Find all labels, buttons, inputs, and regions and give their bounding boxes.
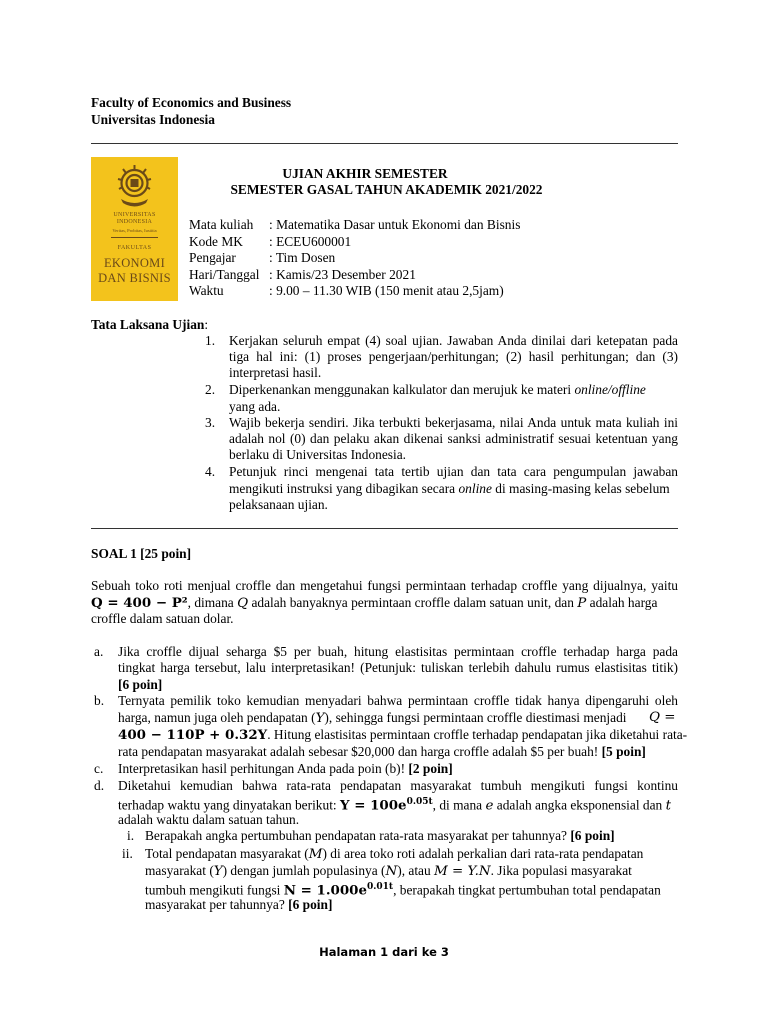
rule-1-line2: tiga hal ini: (1) proses pengerjaan/perhitungan; (2) hasil perhitungan; dan (3) — [229, 349, 678, 364]
item-d-line3: adalah waktu dalam satuan tahun. — [118, 812, 300, 827]
subitem-ii-line1 — [145, 845, 643, 863]
rule-3-line2: adalah nol (0) dan pelaku akan dikenai sanksi administratif sesuai ketentuan yang — [229, 431, 678, 446]
logo-univ-line1: UNIVERSITAS — [113, 212, 156, 218]
meta-key: Waktu — [189, 283, 224, 298]
rule-4-line2 — [229, 480, 670, 497]
item-b-text: ), sehingga fungsi permintaan croffle diestimasi menjadi — [324, 710, 627, 725]
subitem-ii-text: ) dengan jumlah populasinya ( — [222, 863, 386, 878]
subitem-i-points: [6 poin] — [570, 828, 615, 843]
item-b-points: [5 poin] — [601, 744, 646, 759]
item-a-line2: tingkat harga tersebut, lalu interpretasikan! (Petunjuk: tuliskan terlebih dahulu rumus elastisitas titik) — [118, 660, 678, 675]
intro-text: adalah banyaknya permintaan croffle dalam satuan unit, dan — [248, 595, 578, 610]
logo-univ-line2: INDONESIA — [116, 219, 153, 225]
subitem-ii-points: [6 poin] — [288, 897, 333, 912]
logo-name-line1: EKONOMI — [103, 256, 166, 270]
question-heading: SOAL 1 [25 poin] — [91, 546, 192, 561]
population-equation: N = 1.000e — [283, 882, 367, 899]
var-e: e — [485, 798, 494, 814]
item-a-points: [6 poin] — [118, 677, 163, 692]
faculty-name: Faculty of Economics and Business — [91, 95, 292, 110]
item-b-text: rata pendapatan masyarakat adalah sebesar $20,000 dan harga croffle adalah $5 per buah! — [118, 744, 602, 759]
header-divider — [91, 143, 678, 144]
rule-number: 4. — [205, 464, 216, 479]
logo-motto: Veritas, Probitas, Iustitia — [112, 228, 157, 233]
rule-number: 1. — [205, 333, 216, 348]
logo-name-line2: DAN BISNIS — [98, 271, 171, 285]
subitem-ii-text: Total pendapatan masyarakat ( — [145, 846, 309, 861]
item-c-line — [118, 760, 453, 777]
item-d-text: , di mana — [432, 797, 486, 813]
item-d-text: adalah angka eksponensial dan — [493, 797, 666, 813]
item-b-eq1: Q = — [649, 710, 676, 725]
meta-value: : Kamis/23 Desember 2021 — [269, 267, 416, 282]
item-label: c. — [94, 761, 104, 776]
meta-key: Mata kuliah — [189, 217, 254, 232]
population-exponent: 0.01t — [366, 882, 394, 892]
logo-divider — [111, 237, 158, 238]
item-b-text: . Hitung elastisitas permintaan croffle terhadap pendapatan jika diketahui rata- — [267, 727, 688, 742]
exam-title: UJIAN AKHIR SEMESTER — [282, 166, 448, 181]
rule-2-text: Diperkenankan menggunakan kalkulator dan merujuk ke materi — [229, 382, 575, 397]
var-n: N — [385, 864, 398, 879]
faculty-logo — [91, 157, 178, 301]
rule-number: 3. — [205, 415, 216, 430]
rule-2-online: online/offline — [574, 382, 646, 397]
logo-bottom-chevron — [91, 288, 178, 302]
rule-2-line1 — [229, 381, 646, 398]
item-label: d. — [94, 778, 105, 793]
item-label: a. — [94, 644, 104, 659]
item-c-text: Interpretasikan hasil perhitungan Anda pada poin (b)! — [118, 761, 409, 776]
rule-4-text2: di masing-masing kelas sebelum — [491, 481, 670, 496]
subitem-ii-text: masyarakat per tahunnya? — [145, 897, 289, 912]
var-m: M — [308, 847, 323, 862]
intro-line3: croffle dalam satuan dolar. — [91, 611, 234, 626]
item-d-text: terhadap waktu yang dinyatakan berikut: — [118, 797, 340, 813]
meta-key: Pengajar — [189, 250, 236, 265]
rules-heading — [91, 316, 208, 333]
subitem-i-line — [145, 827, 615, 844]
total-income-equation: M = Y.N — [434, 864, 491, 879]
item-b-line2 — [118, 709, 627, 727]
item-b-line4 — [118, 743, 646, 760]
var-p: P — [577, 596, 587, 611]
exam-subtitle: SEMESTER GASAL TAHUN AKADEMIK 2021/2022 — [230, 182, 543, 197]
rule-4-text: mengikuti instruksi yang dibagikan secara — [229, 481, 459, 496]
item-a-line1: Jika croffle dijual seharga $5 per buah, hitung elastisitas permintaan croffle terhadap harga pada — [118, 644, 678, 659]
intro-text: adalah harga — [586, 595, 658, 610]
subitem-label: i. — [127, 828, 135, 843]
subitem-i-text: Berapakah angka pertumbuhan pendapatan rata-rata masyarakat per tahunnya? — [145, 828, 571, 843]
subitem-ii-line2 — [145, 862, 632, 880]
item-b-text: harga, namun juga oleh pendapatan ( — [118, 710, 316, 725]
growth-exponent: 0.05t — [406, 797, 433, 807]
rule-3-line3: berlaku di Universitas Indonesia. — [229, 447, 407, 462]
rules-heading-text: Tata Laksana Ujian — [91, 317, 205, 332]
subitem-ii-text: ), atau — [397, 863, 435, 878]
subitem-ii-text: . Jika populasi masyarakat — [490, 863, 632, 878]
rule-4-online: online — [458, 481, 492, 496]
meta-value: : Matematika Dasar untuk Ekonomi dan Bisnis — [269, 217, 521, 232]
item-c-points: [2 poin] — [408, 761, 453, 776]
var-y: Y — [213, 864, 223, 879]
rule-number: 2. — [205, 382, 216, 397]
rule-1-line1: Kerjakan seluruh empat (4) soal ujian. Jawaban Anda dinilai dari ketepatan pada — [229, 333, 678, 348]
meta-value: : Tim Dosen — [269, 250, 336, 265]
rule-3-line1: Wajib bekerja sendiri. Jika terbukti bekerjasama, nilai Anda untuk mata kuliah ini — [229, 415, 678, 430]
meta-key: Hari/Tanggal — [189, 267, 260, 282]
subitem-ii-text: ) di area toko roti adalah perkalian dari rata-rata pendapatan — [322, 846, 644, 861]
income-demand-equation: 400 − 110P + 0.32Y — [118, 727, 268, 743]
growth-equation: Y = 100e — [340, 797, 407, 814]
page-number: Halaman 1 dari ke 3 — [319, 945, 449, 959]
subitem-ii-text: , berapakah tingkat pertumbuhan total pendapatan — [393, 882, 661, 898]
var-y: Y — [315, 711, 325, 726]
item-d-line1: Diketahui kemudian bahwa rata-rata pendapatan masyarakat tumbuh mengikuti fungsi kontinu — [118, 778, 678, 793]
item-b-line3 — [118, 726, 687, 744]
rule-1-line3: interpretasi hasil. — [229, 365, 322, 380]
logo-fakultas: FAKULTAS — [117, 245, 152, 251]
intro-text: , dimana — [187, 595, 238, 610]
rule-2-line2: yang ada. — [229, 399, 281, 414]
rule-4-line3: pelaksanaan ujian. — [229, 497, 328, 512]
var-q: Q — [237, 596, 249, 611]
meta-value: : ECEU600001 — [269, 234, 352, 249]
subitem-ii-text: masyarakat ( — [145, 863, 214, 878]
university-name: Universitas Indonesia — [91, 112, 215, 127]
rules-divider — [91, 528, 678, 529]
meta-value: : 9.00 – 11.30 WIB (150 menit atau 2,5jam) — [269, 283, 504, 298]
intro-line1: Sebuah toko roti menjual croffle dan mengetahui fungsi permintaan terhadap croffle yang dijualnya, yaitu — [91, 578, 678, 593]
subitem-label: ii. — [122, 846, 133, 861]
rules-heading-colon: : — [204, 317, 209, 332]
demand-equation: Q = 400 − P² — [91, 595, 188, 611]
item-b-line1: Ternyata pemilik toko kemudian menyadari bahwa permintaan croffle tidak hanya dipengaruhi oleh — [118, 693, 678, 708]
subitem-ii-text: tumbuh mengikuti fungsi — [145, 882, 284, 898]
meta-key: Kode MK — [189, 234, 243, 249]
var-t: t — [665, 798, 671, 814]
subitem-ii-line4 — [145, 896, 332, 913]
rule-4-line1: Petunjuk rinci mengenai tata tertib ujian dan tata cara pengumpulan jawaban — [229, 464, 678, 479]
item-label: b. — [94, 693, 105, 708]
